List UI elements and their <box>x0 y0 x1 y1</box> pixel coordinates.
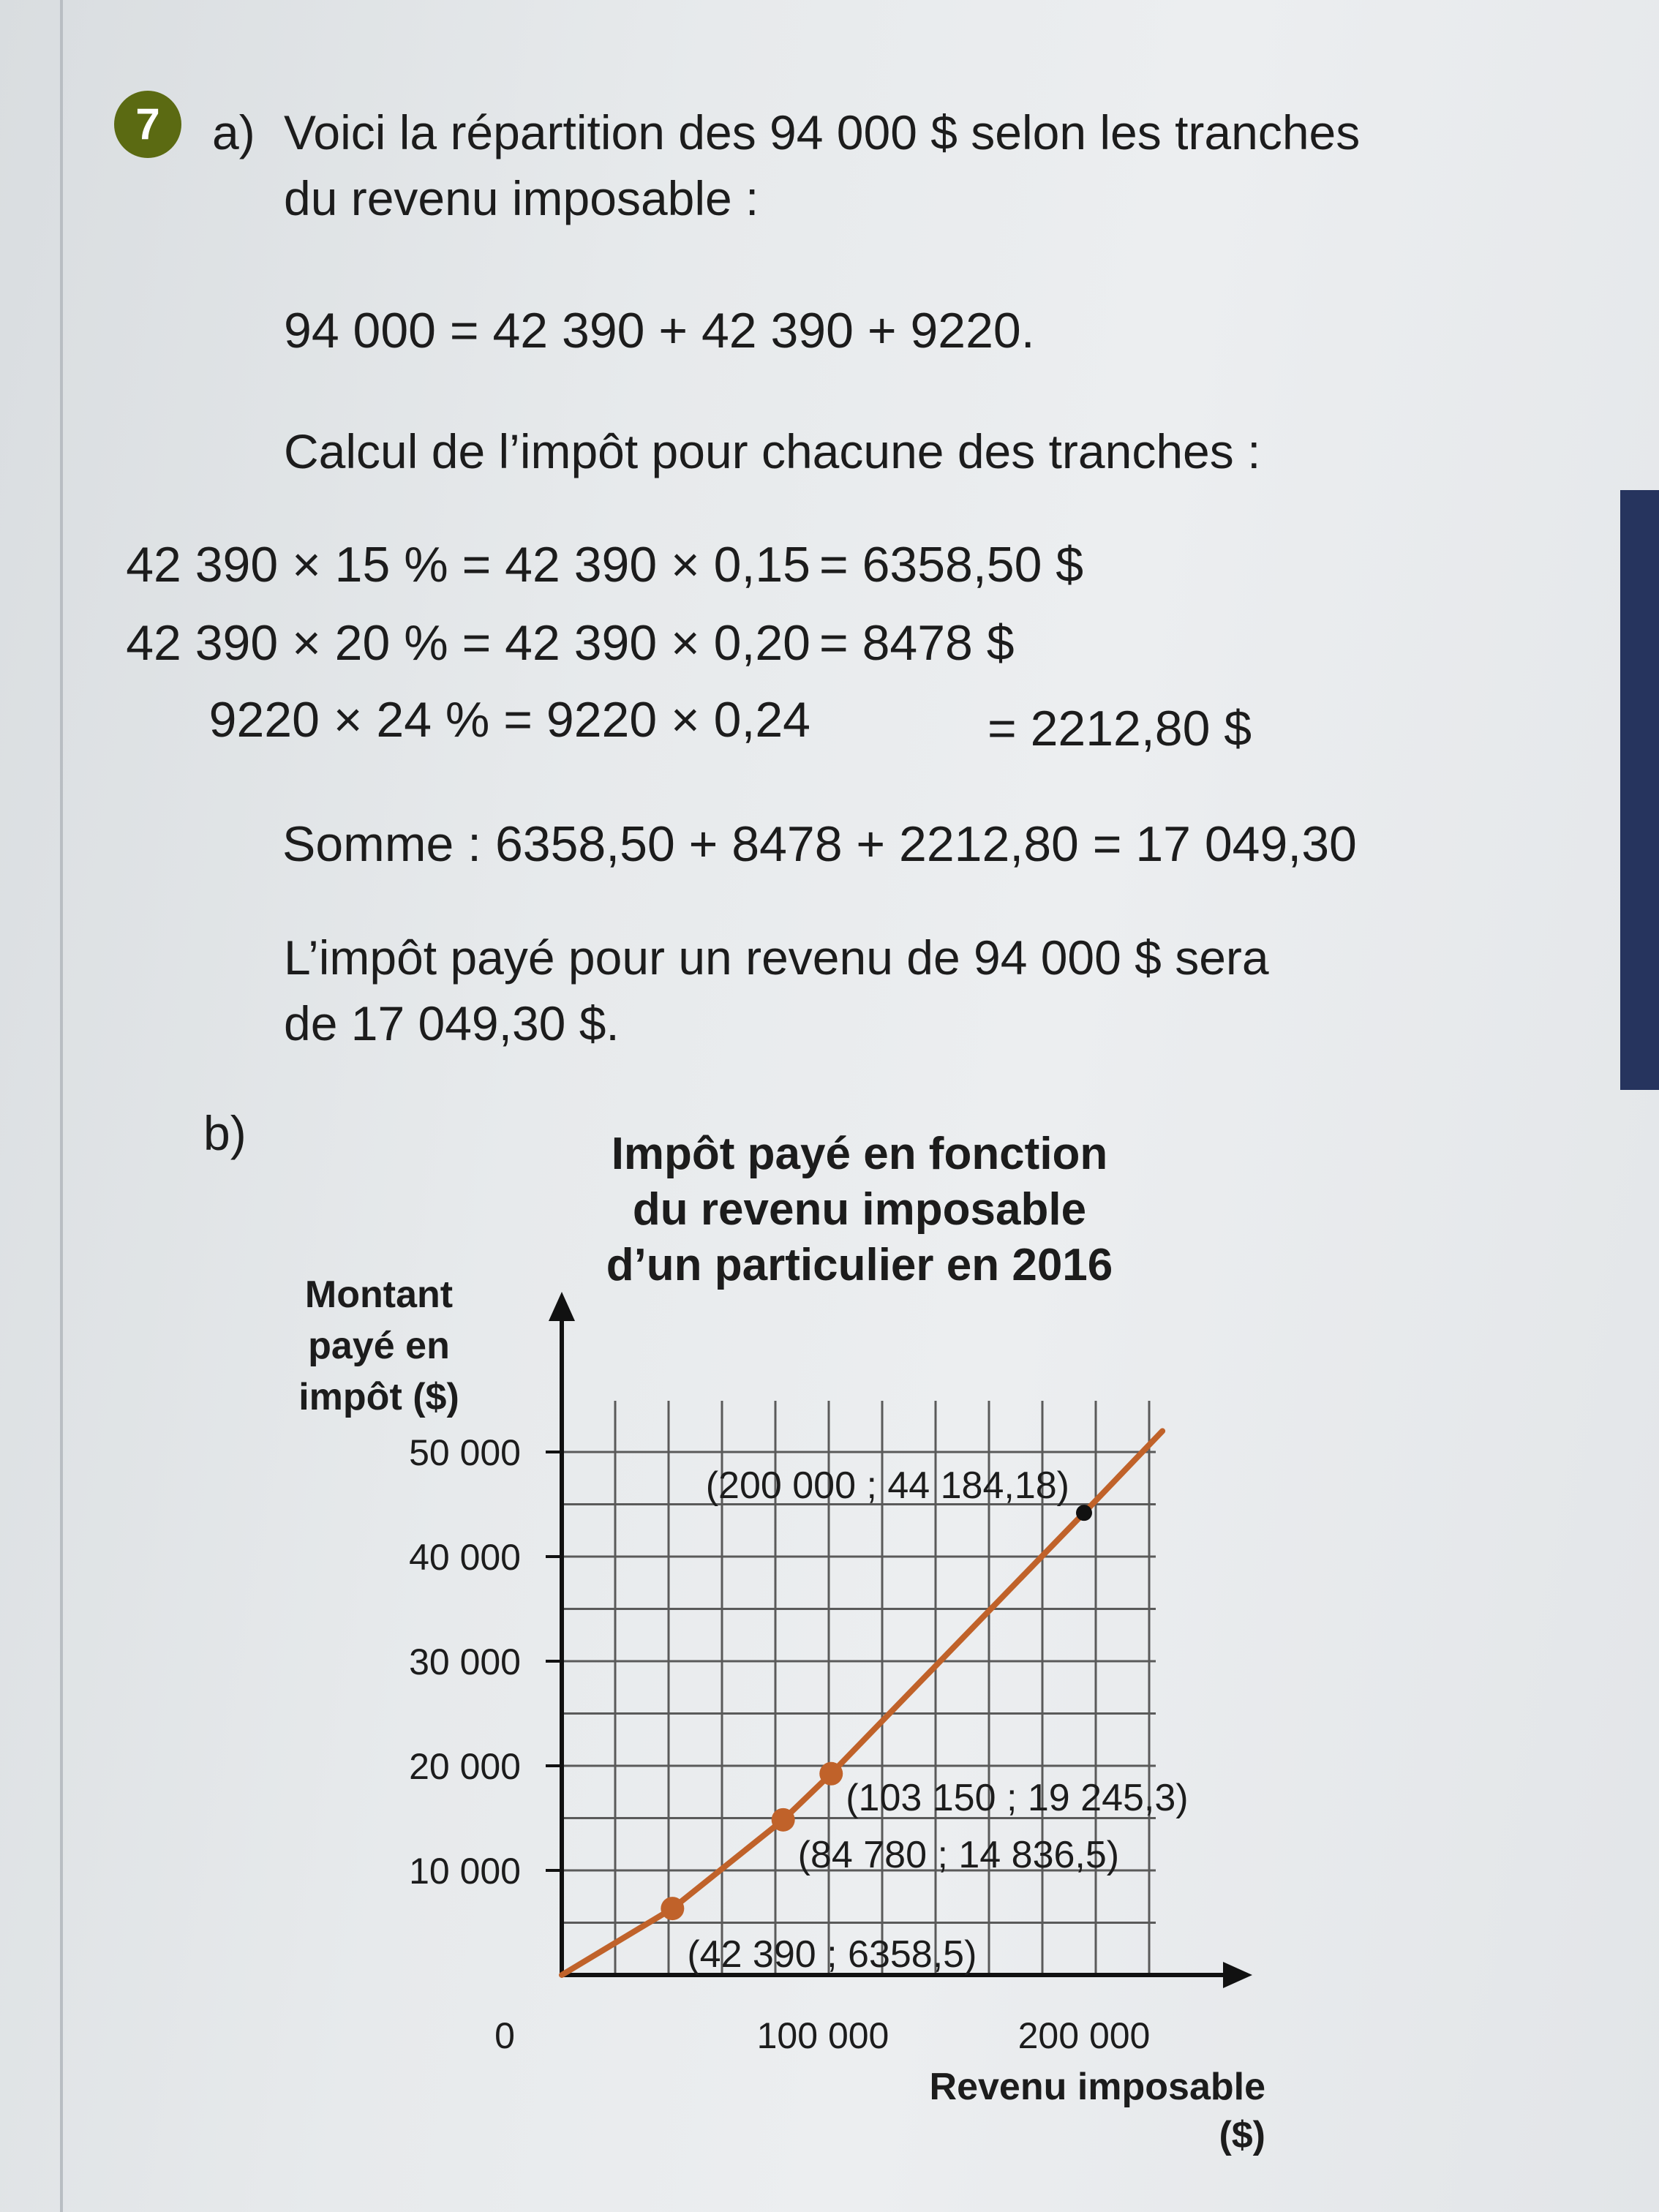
chart-title-line-1: Impôt payé en fonction <box>611 1129 1108 1179</box>
intro-line-1: Voici la répartition des 94 000 $ selon les tranches <box>284 105 1361 159</box>
tax-row-3-rhs: = 2212,80 $ <box>988 701 1252 756</box>
origin-label: 0 <box>494 2015 515 2056</box>
series-line <box>562 1431 1162 1975</box>
chart-title-line-2: du revenu imposable <box>632 1184 1087 1235</box>
data-point-label: (42 390 ; 6358,5) <box>687 1933 977 1976</box>
intro-line-2: du revenu imposable : <box>284 171 759 225</box>
x-tick-label: 100 000 <box>756 2015 889 2056</box>
data-point <box>819 1762 843 1786</box>
tax-row-2-rhs: = 8478 $ <box>819 615 1015 671</box>
data-point-label: (103 150 ; 19 245,3) <box>846 1776 1189 1819</box>
x-axis-label-line-2: ($) <box>1219 2114 1265 2156</box>
tax-row-1-rhs: = 6358,50 $ <box>819 537 1084 592</box>
data-point <box>772 1808 795 1832</box>
split-equation: 94 000 = 42 390 + 42 390 + 9220. <box>284 303 1035 358</box>
data-point <box>1076 1505 1092 1521</box>
y-tick-label: 20 000 <box>409 1746 521 1787</box>
part-b-label: b) <box>203 1106 247 1160</box>
y-axis-label-line-1: Montant <box>304 1274 454 1316</box>
tax-row-1-lhs: 42 390 × 15 % = 42 390 × 0,15 <box>126 537 810 592</box>
y-tick-label: 40 000 <box>409 1537 521 1578</box>
exercise-number-badge: 7 <box>114 91 181 158</box>
x-tick-label: 200 000 <box>1017 2015 1151 2056</box>
x-axis-label-line-1: Revenu imposable <box>929 2066 1265 2108</box>
data-point-label: (200 000 ; 44 184,18) <box>705 1464 1069 1508</box>
y-tick-label: 50 000 <box>409 1432 521 1473</box>
x-axis-arrow <box>1223 1962 1252 1988</box>
part-a-label: a) <box>212 105 255 159</box>
data-point-label: (84 780 ; 14 836,5) <box>797 1833 1120 1876</box>
calc-heading: Calcul de l’impôt pour chacune des tranches : <box>284 424 1261 478</box>
y-axis-label-line-3: impôt ($) <box>298 1376 459 1418</box>
sum-line: Somme : 6358,50 + 8478 + 2212,80 = 17 049,30 <box>282 816 1357 872</box>
data-point <box>661 1897 684 1920</box>
tax-row-2-lhs: 42 390 × 20 % = 42 390 × 0,20 <box>126 615 810 671</box>
tax-row-3-lhs: 9220 × 24 % = 9220 × 0,24 <box>208 692 810 748</box>
y-axis-label-line-2: payé en <box>308 1325 450 1367</box>
chart-title-line-3: d’un particulier en 2016 <box>606 1240 1113 1290</box>
y-tick-label: 30 000 <box>409 1641 521 1682</box>
conclusion-line-1: L’impôt payé pour un revenu de 94 000 $ sera <box>284 930 1269 985</box>
y-axis-arrow <box>549 1292 575 1321</box>
conclusion-line-2: de 17 049,30 $. <box>284 996 620 1050</box>
y-tick-label: 10 000 <box>409 1851 521 1892</box>
